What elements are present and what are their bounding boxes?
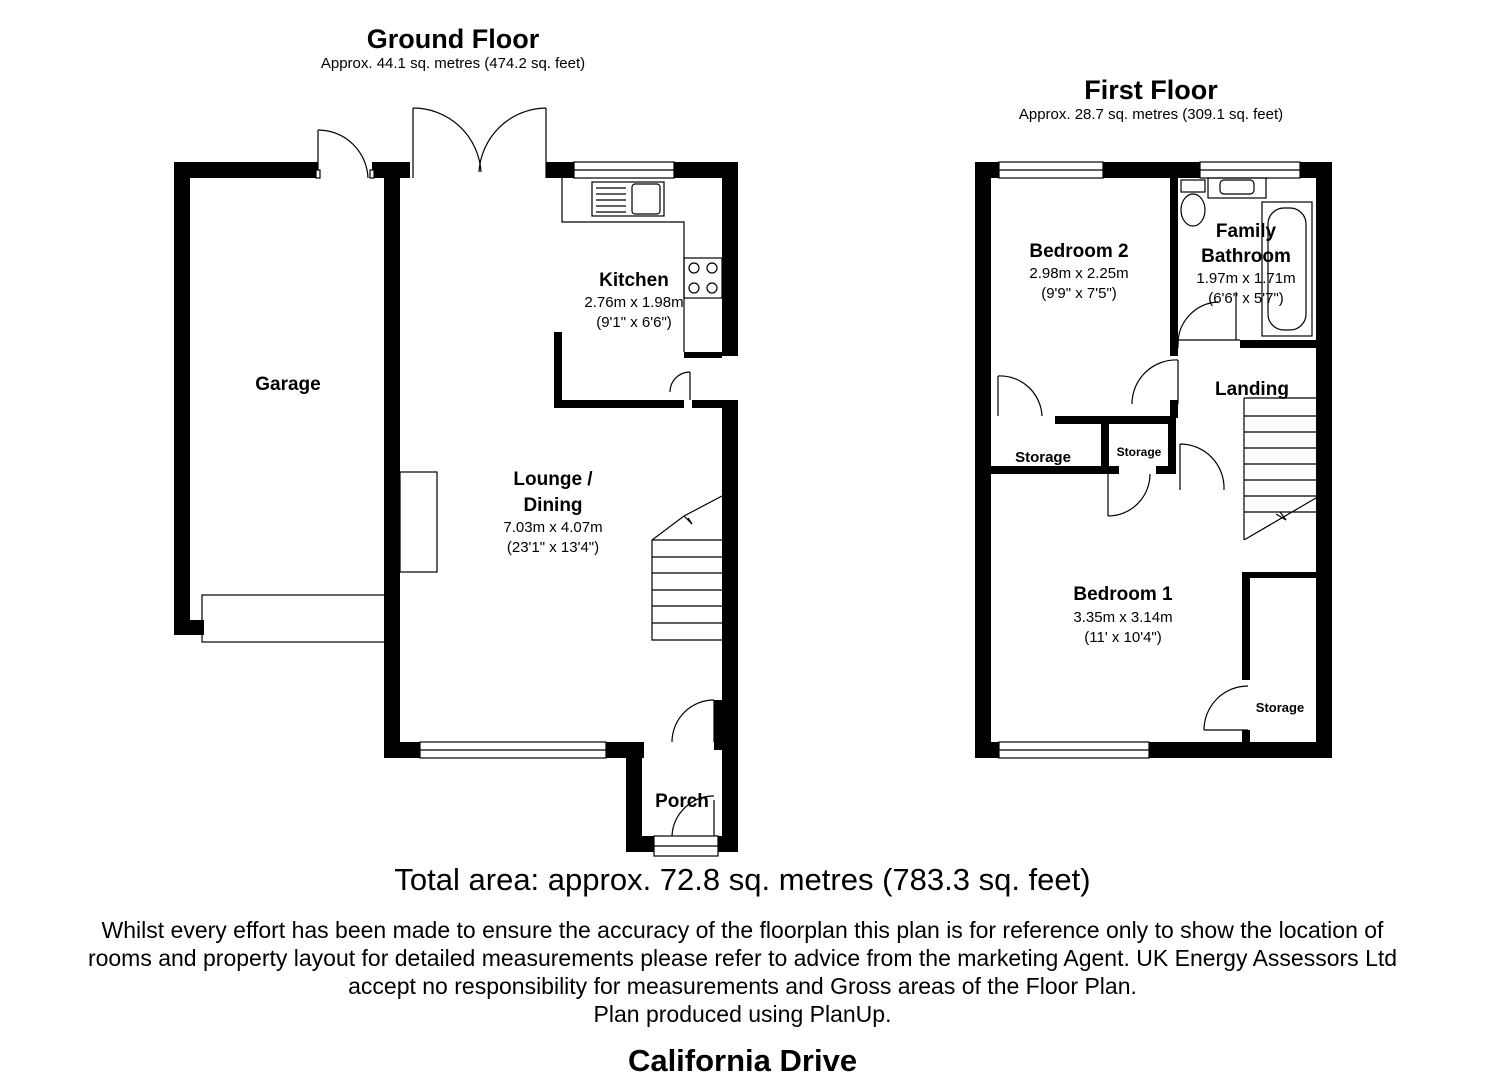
first-stairs [1244, 398, 1316, 540]
kitchen-imperial: (9'1" x 6'6") [596, 314, 672, 331]
first-floor-title: First Floor [1084, 75, 1218, 105]
property-name: California Drive [627, 1043, 858, 1078]
bathroom-label-line2: Bathroom [1201, 246, 1291, 267]
porch-label: Porch [655, 791, 709, 812]
garage-door [202, 595, 388, 642]
garage-walls [174, 162, 384, 635]
bedroom1-imperial: (11' x 10'4") [1084, 629, 1162, 646]
kitchen-label: Kitchen [599, 270, 669, 291]
bathroom-metric: 1.97m x 1.71m [1196, 270, 1296, 287]
ground-floor-plan [174, 108, 738, 856]
total-area: Total area: approx. 72.8 sq. metres (783.3 sq. feet) [394, 862, 1091, 897]
bedroom2-door [1132, 360, 1178, 404]
landing-label: Landing [1215, 379, 1289, 400]
bathroom-imperial: (6'6" x 5'7") [1208, 290, 1284, 307]
storage-doors [998, 376, 1248, 730]
storage-left-label: Storage [1015, 449, 1071, 466]
bedroom2-label: Bedroom 2 [1029, 241, 1129, 262]
disclaimer-line: Plan produced using PlanUp. [593, 1001, 892, 1027]
bathroom-label-line1: Family [1215, 221, 1277, 242]
garage-label: Garage [255, 374, 321, 395]
disclaimer-line: Whilst every effort has been made to ensure the accuracy of the floorplan this plan is for reference only to show the location of [101, 917, 1384, 943]
disclaimer-line: accept no responsibility for measurements and Gross areas of the Floor Plan. [348, 973, 1137, 999]
ground-stairs [652, 496, 722, 640]
first-floor-area: Approx. 28.7 sq. metres (309.1 sq. feet) [1018, 106, 1284, 123]
ground-floor-area: Approx. 44.1 sq. metres (474.2 sq. feet) [320, 55, 586, 72]
french-doors [413, 108, 546, 178]
storage-right-label: Storage [1255, 700, 1305, 715]
bedroom2-imperial: (9'9" x 7'5") [1041, 285, 1117, 302]
kitchen-metric: 2.76m x 1.98m [584, 294, 684, 311]
lounge-label-line2: Dining [523, 495, 583, 516]
basin [1208, 178, 1266, 198]
sink [592, 182, 664, 216]
storage-mid-label: Storage [1116, 445, 1162, 459]
hob [684, 258, 722, 298]
disclaimer [0, 916, 1485, 1028]
chimney-breast [400, 472, 437, 572]
ground-floor-title: Ground Floor [366, 24, 540, 54]
lounge-metric: 7.03m x 4.07m [503, 519, 603, 536]
porch-inner-door [672, 700, 714, 742]
bedroom1-metric: 3.35m x 3.14m [1073, 609, 1173, 626]
bedroom2-metric: 2.98m x 2.25m [1029, 265, 1129, 282]
lounge-label-line1: Lounge / [513, 469, 593, 490]
toilet [1181, 194, 1205, 226]
disclaimer-line: rooms and property layout for detailed measurements please refer to advice from the marketing Agent. UK Energy Assessors Ltd [87, 945, 1398, 971]
bedroom1-label: Bedroom 1 [1073, 584, 1173, 605]
garage-side-door [316, 130, 374, 178]
lounge-imperial: (23'1" x 13'4") [506, 539, 600, 556]
